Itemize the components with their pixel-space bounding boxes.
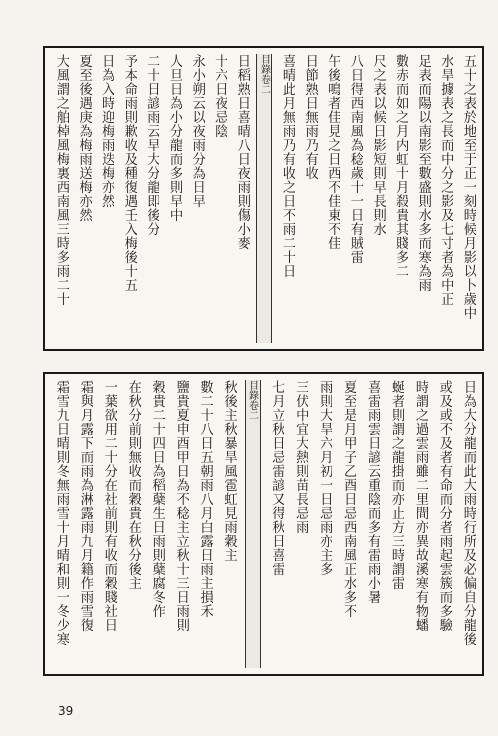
text-column: 蜒者則謂之龍掛而亦止方三時謂雷	[389, 380, 405, 590]
fold-margin-label: 目錄卷二	[245, 380, 261, 668]
text-column: 大風謂之舶棹風梅裏西南風三時多雨二十	[54, 54, 69, 306]
text-column: 數二十八日五朝雨八月白露日雨主損禾	[197, 380, 213, 618]
text-column: 人旦日為小分龍而多則早中	[167, 54, 183, 222]
text-column: 永小朔云以夜雨分為日早	[189, 54, 205, 208]
bottom-columns	[53, 380, 476, 668]
text-column: 予本命雨則歉收及種復遇壬入梅後十五	[121, 54, 137, 292]
text-column: 鹽貴夏申酉甲日為不稔主立秋十三日雨則	[173, 380, 189, 632]
text-column: 秋後主秋暴旱風雹虹見雨穀主	[221, 380, 237, 562]
text-column: 五十之表於地至于正一刻時候月影以卜歲中	[460, 54, 476, 320]
page-number: 39	[58, 704, 74, 718]
text-column: 霜與月露下而雨為淋露雨九月籍作雨雪復	[77, 380, 93, 632]
text-column: 三伏中宜大熱則苗長忌雨	[293, 380, 309, 534]
text-column: 日稻熟日喜晴八日夜雨則傷小麥	[234, 54, 250, 250]
text-column: 數赤而如之月内虹十月殺貴其賤多二	[393, 54, 409, 278]
text-column: 尺之表以候日影短則早長則水	[370, 54, 386, 236]
text-column: 午後鳴者佳見之日西不佳東不佳	[325, 54, 341, 250]
text-column: 喜雷雨雲日諺云重陰而多有雷雨小暑	[365, 380, 381, 604]
fold-margin-label: 目錄卷二	[256, 54, 272, 343]
text-column: 一葉欲用二十分在社前則有收而穀賤社日	[101, 380, 117, 632]
text-column: 時謂之過雲雨雖二里間亦異故溪寒有物蟠	[413, 380, 429, 632]
text-column: 霜雪九日晴則冬無雨雪十月晴和則一冬少寒	[54, 380, 69, 646]
text-column: 日節熟日無雨乃有收	[302, 54, 318, 180]
text-column: 夏至後遇庚為梅雨送梅亦然	[76, 54, 92, 222]
text-column: 穀貴二十四日為稻蘖生日雨則蘖腐冬作	[149, 380, 165, 618]
text-column: 七月立秋日忌雷諺又得秋日喜雷	[269, 380, 285, 576]
text-column: 水旱據表之長而中分之影及七寸者為中正	[438, 54, 454, 306]
text-column: 二十日諺雨云早大分龍即後分	[144, 54, 160, 236]
text-column: 十六日夜忌陰	[212, 54, 228, 138]
text-column: 在秋分前則無收而穀貴在秋分後主	[125, 380, 141, 590]
text-column: 日為入時迎梅雨迭梅亦然	[99, 54, 115, 208]
text-column: 足表而陽以南影至數盛則水多而寒為雨	[415, 54, 431, 292]
text-column: 或及或不及者有命而分者雨起雲簇而多驗	[437, 380, 452, 632]
text-column: 喜晴此月無雨乃有收之日不雨二十日	[280, 54, 296, 278]
text-column: 雨則大旱六月初一日忌雨亦主多	[317, 380, 333, 576]
text-column: 夏至是月甲子乙酉日忌西南風正水多不	[341, 380, 357, 618]
bottom-text-panel	[43, 372, 484, 676]
text-column: 日為大分龍而此大雨時行所及必偏自分龍後	[460, 380, 476, 646]
top-columns	[53, 54, 476, 343]
top-text-panel	[43, 46, 484, 351]
text-column: 八日得西南風為稔歲十一日有賊雷	[347, 54, 363, 264]
